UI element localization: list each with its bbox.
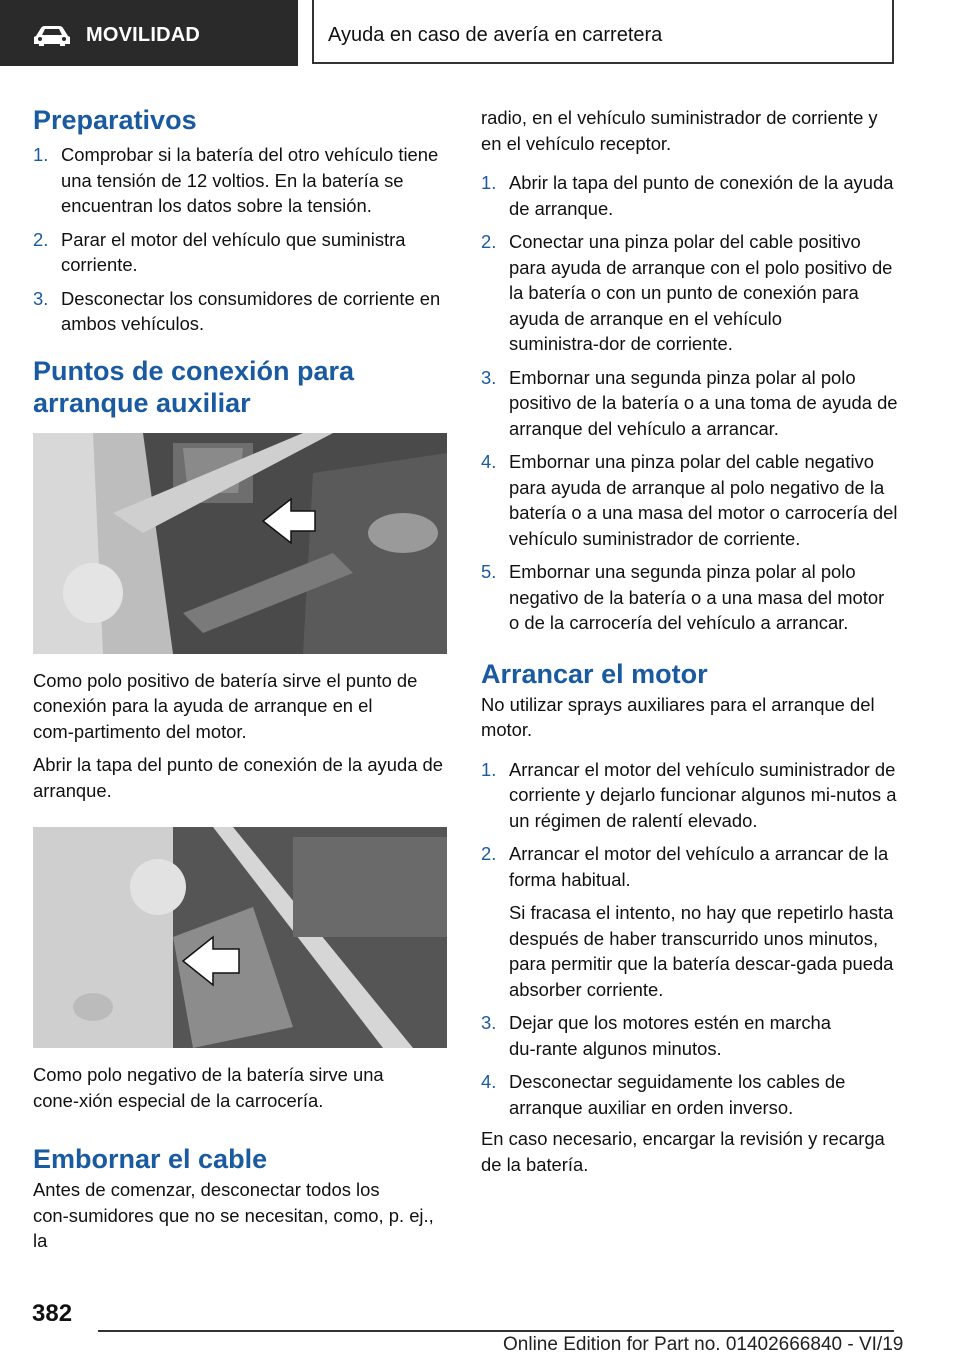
list-item (481, 1069, 899, 1120)
step-number: 3. (33, 287, 49, 309)
right-column (481, 105, 899, 1177)
list-item (481, 449, 899, 551)
step-number: 3. (481, 1012, 497, 1033)
step-text: Embornar una segunda pinza polar al polo negativo de la batería o a una masa del motor o de la carrocería del vehículo a arrancar. (509, 561, 885, 633)
list-item (481, 757, 899, 834)
para-abrir-tapa: Abrir la tapa del punto de conexión de la ayuda de arranque. (33, 754, 443, 801)
para-radio: radio, en el vehículo suministrador de corriente y en el vehículo receptor. (481, 107, 878, 154)
step-text: Abrir la tapa del punto de conexión de la ayuda de arranque. (509, 172, 894, 219)
left-column (33, 100, 449, 1254)
header-title-box (312, 0, 894, 64)
para-polo-negativo: Como polo negativo de la batería sirve una cone‑xión especial de la carrocería. (33, 1064, 384, 1111)
step-text: Desconectar los consumidores de corriente en ambos vehículos. (61, 287, 441, 334)
heading-puntos-conexion: Puntos de conexión para arranque auxiliar (33, 355, 355, 418)
step-text: Embornar una pinza polar del cable negativo para ayuda de arranque al polo negativo de la batería o a una masa del motor o carrocería del vehículo suministrador de corriente. (509, 451, 898, 549)
list-item (481, 1010, 899, 1061)
step-text: Dejar que los motores estén en marcha du‑rante algunos minutos. (509, 1012, 831, 1059)
step-text: Arrancar el motor del vehículo suministrador de corriente y dejarlo funcionar algunos mi‑nutos a un régimen de ralentí elevado. (509, 758, 897, 831)
header-section-tab (0, 0, 298, 66)
heading-arrancar-motor: Arrancar el motor (481, 658, 708, 689)
heading-preparativos: Preparativos (33, 105, 197, 135)
page-number: 382 (32, 1300, 73, 1327)
embornar-steps-list (481, 170, 899, 636)
step-number: 1. (33, 144, 49, 165)
prep-steps-list (33, 142, 449, 337)
list-item (481, 365, 899, 442)
step-text: Arrancar el motor del vehículo a arrancar de la forma habitual. (509, 843, 889, 890)
step-text: Desconectar seguidamente los cables de arranque auxiliar en orden inverso. (509, 1071, 846, 1118)
chapter-title: Ayuda en caso de avería en carretera (328, 24, 663, 46)
arrancar-steps-list-b (481, 1010, 899, 1120)
step-text: Conectar una pinza polar del cable positivo para ayuda de arranque con el polo positivo de la batería o con un punto de conexión para ayuda de arranque en el vehículo suministra‑dor de corriente. (509, 231, 893, 354)
para-en-caso: En caso necesario, encargar la revisión y recarga de la batería. (481, 1128, 885, 1175)
engine-bay-positive-image (33, 433, 447, 654)
footer-edition: Online Edition for Part no. 01402666840 - VI/19 (503, 1334, 904, 1355)
para-polo-positivo: Como polo positivo de batería sirve el punto de conexión para la ayuda de arranque en el com‑partimento del motor. (33, 669, 418, 742)
list-item (33, 286, 449, 337)
engine-bay-negative-image (33, 827, 447, 1048)
step-number: 2. (481, 843, 497, 864)
step-number: 3. (481, 366, 497, 388)
list-item (481, 170, 899, 221)
step-text: Comprobar si la batería del otro vehículo tiene una tensión de 12 voltios. En la batería se encuentran los datos sobre la tensión. (61, 144, 439, 216)
section-label: MOVILIDAD (86, 24, 201, 46)
list-item (33, 227, 449, 278)
step-number: 5. (481, 561, 497, 582)
step-text: Embornar una segunda pinza polar al polo positivo de la batería o a una toma de ayuda de arranque del vehículo a arrancar. (509, 366, 898, 439)
car-icon (32, 25, 72, 47)
list-item (481, 559, 899, 636)
step-number: 4. (481, 451, 497, 472)
heading-embornar-cable: Embornar el cable (33, 1144, 268, 1174)
para-si-fracasa: Si fracasa el intento, no hay que repetirlo hasta después de haber transcurrido unos minutos, para permitir que la batería descar‑gada pueda absorber corriente. (509, 902, 894, 1000)
list-item (33, 142, 449, 219)
step-number: 2. (481, 231, 497, 252)
arrancar-steps-list (481, 757, 899, 893)
para-no-sprays: No utilizar sprays auxiliares para el arranque del motor. (481, 693, 875, 740)
step-number: 4. (481, 1071, 497, 1092)
step-number: 1. (481, 172, 497, 193)
step-number: 2. (33, 228, 49, 250)
para-antes-comenzar: Antes de comenzar, desconectar todos los con‑sumidores que no se necesitan, como, p. ej., la (33, 1179, 434, 1251)
list-item (481, 841, 899, 892)
step-number: 1. (481, 758, 497, 780)
footer-divider (98, 1330, 894, 1332)
list-item (481, 229, 899, 357)
step-text: Parar el motor del vehículo que suministra corriente. (61, 228, 406, 275)
